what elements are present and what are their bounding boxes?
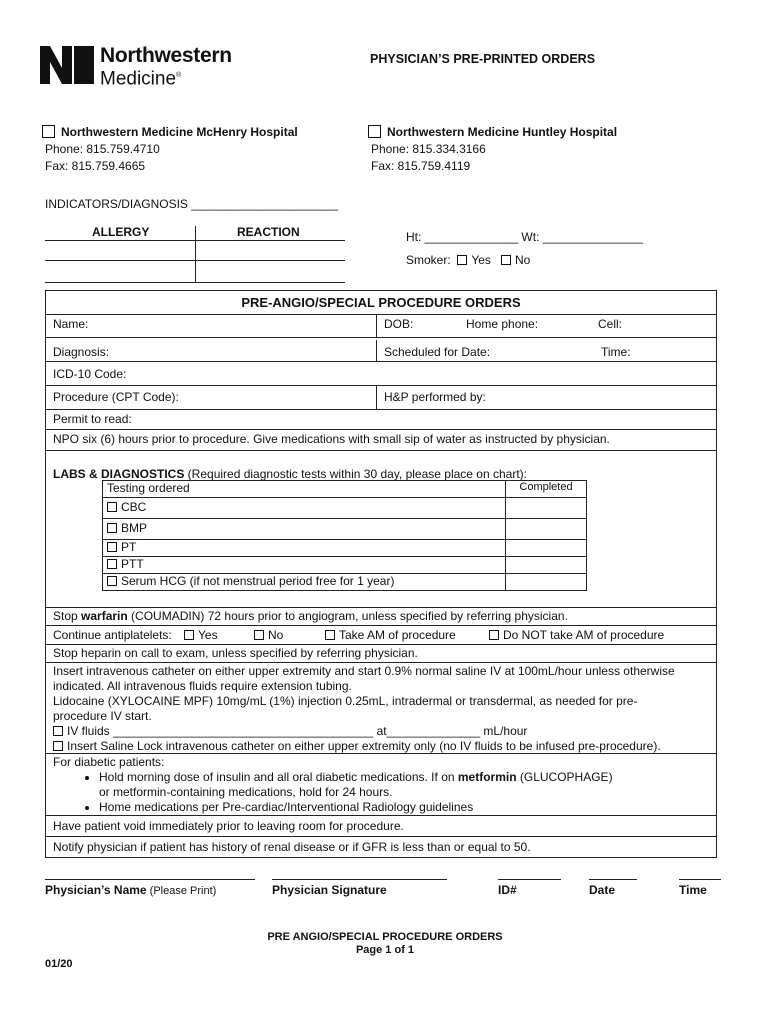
footer-version: 01/20: [45, 958, 73, 970]
completed-header: Completed: [506, 481, 587, 498]
icd-code-field[interactable]: ICD-10 Code:: [46, 361, 716, 385]
take-am-label: Take AM of procedure: [339, 628, 456, 642]
test-serum-hcg-checkbox[interactable]: [107, 576, 117, 586]
indicators-diagnosis-field[interactable]: INDICATORS/DIAGNOSIS ______________________: [45, 197, 339, 211]
iv-instruction-line: Insert intravenous catheter on either upper extremity and start 0.9% normal saline IV at 100mL/hour unless otherwise: [53, 664, 675, 678]
labs-heading: LABS & DIAGNOSTICS (Required diagnostic tests within 30 day, please place on chart):: [53, 467, 527, 481]
antiplatelets-no-checkbox[interactable]: [254, 630, 264, 640]
void-instruction: Have patient void immediately prior to leaving room for procedure.: [46, 815, 716, 836]
labs-table: [102, 480, 587, 591]
hospital-mchenry-checkbox[interactable]: [42, 125, 55, 138]
footer-page-number: Page 1 of 1: [355, 944, 415, 956]
iv-fluids-checkbox[interactable]: [53, 726, 63, 736]
hospital-huntley: [368, 124, 617, 175]
test-pt[interactable]: PT: [103, 540, 506, 557]
test-bmp-completed[interactable]: [506, 519, 587, 540]
date-label: Date: [589, 883, 616, 897]
date-line[interactable]: [589, 879, 637, 880]
warfarin-instruction: Stop warfarin (COUMADIN) 72 hours prior to angiogram, unless specified by referring physician.: [46, 607, 716, 625]
labs-diagnostics-section: [46, 450, 716, 607]
physician-signature-line[interactable]: [272, 879, 447, 880]
saline-lock-option[interactable]: Insert Saline Lock intravenous catheter on either upper extremity only (no IV fluids to be infused pre-procedure).: [53, 739, 709, 754]
diabetic-section: [46, 753, 716, 815]
test-serum-hcg-completed[interactable]: [506, 574, 587, 591]
hospital-mchenry-name: Northwestern Medicine McHenry Hospital: [61, 125, 298, 139]
time-field[interactable]: Time:: [601, 345, 631, 359]
name-field[interactable]: Name:: [46, 315, 377, 337]
form-title: PRE-ANGIO/SPECIAL PROCEDURE ORDERS: [241, 295, 521, 310]
notify-instruction: Notify physician if patient has history of renal disease or if GFR is less than or equal to 50.: [46, 836, 716, 857]
scheduled-date-field[interactable]: Scheduled for Date:: [384, 345, 491, 359]
testing-ordered-header: Testing ordered: [103, 481, 506, 498]
iv-section: [46, 662, 716, 753]
procedure-cpt-field[interactable]: Procedure (CPT Code):: [46, 386, 377, 409]
permit-field[interactable]: Permit to read:: [46, 409, 716, 429]
diabetic-label: For diabetic patients:: [53, 755, 165, 769]
hospital-huntley-checkbox[interactable]: [368, 125, 381, 138]
time-line[interactable]: [679, 879, 721, 880]
hospital-mchenry: [42, 124, 298, 175]
lidocaine-instruction-line: Lidocaine (XYLOCAINE MPF) 10mg/mL (1%) injection 0.25mL, intradermal or transdermal, as needed for pre-: [53, 694, 638, 708]
saline-lock-checkbox[interactable]: [53, 741, 63, 751]
allergy-divider: [195, 226, 196, 283]
lidocaine-instruction-line: procedure IV start.: [53, 709, 152, 723]
id-line[interactable]: [498, 879, 561, 880]
document-title: PHYSICIAN’S PRE-PRINTED ORDERS: [370, 52, 596, 66]
name-dob-row: [46, 314, 716, 337]
antiplatelets-yes-checkbox[interactable]: [184, 630, 194, 640]
cell-field[interactable]: Cell:: [598, 317, 623, 331]
iv-fluids-option[interactable]: IV fluids _______________________________________ at______________ mL/hour: [53, 724, 709, 739]
do-not-take-am-checkbox[interactable]: [489, 630, 499, 640]
procedure-row: [46, 385, 716, 409]
antiplatelets-no-label: No: [268, 628, 284, 642]
test-cbc-checkbox[interactable]: [107, 502, 117, 512]
diabetic-bullet-home-meds: • Home medications per Pre-cardiac/Interventional Radiology guidelines: [99, 800, 709, 815]
reaction-header: REACTION: [237, 225, 300, 239]
allergy-header: ALLERGY: [92, 225, 150, 239]
antiplatelets-label: Continue antiplatelets:: [53, 628, 172, 642]
smoker-no-checkbox[interactable]: [501, 255, 511, 265]
dob-field[interactable]: DOB:: [384, 317, 414, 331]
test-ptt-checkbox[interactable]: [107, 559, 117, 569]
procedure-orders-form: [45, 290, 717, 858]
test-cbc[interactable]: CBC: [103, 498, 506, 519]
time-label: Time: [679, 883, 707, 897]
home-phone-field[interactable]: Home phone:: [466, 317, 539, 331]
smoker-yes-checkbox[interactable]: [457, 255, 467, 265]
physician-name-line[interactable]: [45, 879, 255, 880]
test-cbc-completed[interactable]: [506, 498, 587, 519]
test-serum-hcg[interactable]: Serum HCG (if not menstrual period free for 1 year): [103, 574, 506, 591]
iv-instruction-line: indicated. All intravenous fluids require extension tubing.: [53, 679, 352, 693]
take-am-checkbox[interactable]: [325, 630, 335, 640]
smoker-no-label: No: [514, 253, 531, 267]
physician-signature-label: Physician Signature: [272, 883, 387, 897]
test-bmp[interactable]: BMP: [103, 519, 506, 540]
logo-wordmark-line2: Medicine®: [100, 68, 182, 90]
height-weight-field[interactable]: Ht: ______________ Wt: _______________: [406, 230, 643, 244]
physician-name-label: Physician’s Name (Please Print): [45, 883, 217, 897]
test-pt-completed[interactable]: [506, 540, 587, 557]
hospital-huntley-name: Northwestern Medicine Huntley Hospital: [387, 125, 618, 139]
hospital-huntley-fax: Fax: 815.759.4119: [371, 159, 471, 173]
diagnosis-field[interactable]: Diagnosis:: [46, 340, 377, 361]
hospital-mchenry-phone: Phone: 815.759.4710: [45, 142, 160, 156]
northwestern-medicine-logo: [40, 44, 240, 90]
heparin-instruction: Stop heparin on call to exam, unless specified by referring physician.: [46, 644, 716, 662]
smoker-label: Smoker:: [406, 253, 451, 267]
test-ptt-completed[interactable]: [506, 557, 587, 574]
logo-wordmark-line1: Northwestern: [100, 44, 232, 67]
nm-logo-icon: [40, 46, 94, 84]
diabetic-bullet-insulin: • Hold morning dose of insulin and all oral diabetic medications. If on metformin (GLUCOPHAGE) or metformin-containing medications, hold for 24 hours.: [99, 770, 709, 800]
smoker-field: [406, 253, 530, 267]
hospital-huntley-phone: Phone: 815.334.3166: [371, 142, 486, 156]
test-pt-checkbox[interactable]: [107, 542, 117, 552]
smoker-yes-label: Yes: [471, 253, 491, 267]
antiplatelets-row: [46, 625, 716, 644]
hp-performed-field[interactable]: H&P performed by:: [384, 390, 486, 404]
npo-instruction: NPO six (6) hours prior to procedure. Give medications with small sip of water as instructed by physician.: [46, 429, 716, 450]
hospital-mchenry-fax: Fax: 815.759.4665: [45, 159, 146, 173]
test-ptt[interactable]: PTT: [103, 557, 506, 574]
do-not-take-am-label: Do NOT take AM of procedure: [503, 628, 665, 642]
id-label: ID#: [498, 883, 517, 897]
test-bmp-checkbox[interactable]: [107, 523, 117, 533]
antiplatelets-yes-label: Yes: [198, 628, 218, 642]
footer-title: PRE ANGIO/SPECIAL PROCEDURE ORDERS: [267, 931, 503, 943]
diagnosis-row: [46, 337, 716, 361]
